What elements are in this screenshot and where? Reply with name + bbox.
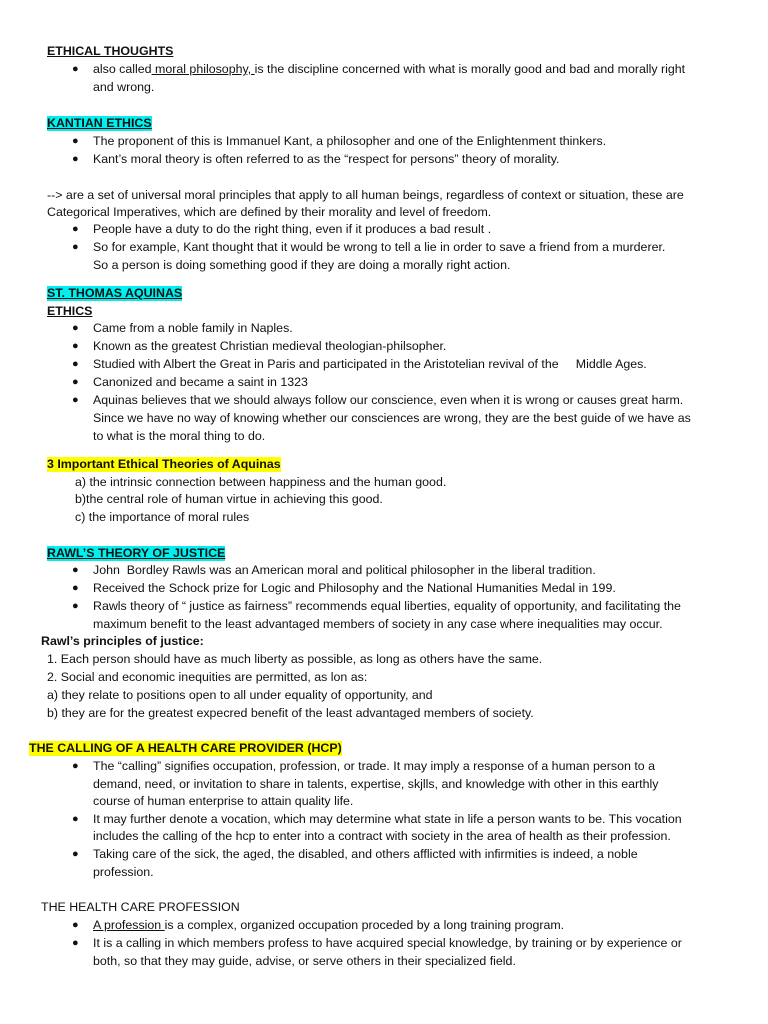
aquinas-theory-a: a) the intrinsic connection between happiness and the human good.	[75, 475, 447, 489]
bullet-icon: ●	[72, 63, 79, 75]
rawls-principles-heading: Rawl’s principles of justice:	[41, 634, 204, 648]
bullet-icon: ●	[72, 322, 79, 334]
heading-ethical-thoughts: ETHICAL THOUGHTS	[47, 44, 174, 58]
bullet-icon: ●	[72, 848, 79, 860]
ethical-thoughts-bullet-1	[93, 62, 685, 77]
rawls-principle-1: 1. Each person should have as much liberty as possible, as long as others have the same.	[47, 652, 543, 666]
aquinas-bullet-3: Studied with Albert the Great in Paris and participated in the Aristotelian revival of the Middle Ages.	[93, 357, 647, 371]
hcp-bullet-1-cont-1: demand, need, or invitation to share in talents, expertise, skjlls, and knowledge with other in this earthly	[93, 777, 659, 791]
profession-bullet-2: It is a calling in which members profess to have acquired special knowledge, by training or by experience or	[93, 936, 682, 950]
aquinas-bullet-2: Known as the greatest Christian medieval theologian-philsopher.	[93, 339, 447, 353]
bullet-icon: ●	[72, 937, 79, 949]
heading-aquinas: ST. THOMAS AQUINAS	[47, 286, 183, 300]
aquinas-bullet-1: Came from a noble family in Naples.	[93, 321, 293, 335]
hcp-bullet-2-cont: includes the calling of the hcp to enter into a contract with society in the area of health as their profession.	[93, 829, 671, 843]
bullet-icon: ●	[72, 153, 79, 165]
rawls-principle-2: 2. Social and economic inequities are permitted, as lon as:	[47, 670, 368, 684]
kantian-paragraph-1: --> are a set of universal moral principles that apply to all human beings, regardless of context or situation, these are	[47, 188, 684, 202]
hcp-bullet-2: It may further denote a vocation, which may determine what state in life a person wants to be. This vocation	[93, 812, 682, 826]
text-profession-definition: is a complex, organized occupation proceded by a long training program.	[164, 918, 565, 932]
kantian-bullet-4-cont: So a person is doing something good if they are doing a morally right action.	[93, 258, 511, 272]
heading-hcp: THE CALLING OF A HEALTH CARE PROVIDER (HCP)	[29, 741, 342, 755]
aquinas-theory-b: b)the central role of human virtue in achieving this good.	[75, 492, 383, 506]
rawls-bullet-3: Rawls theory of “ justice as fairness” recommends equal liberties, equality of opportunity, and facilitating the	[93, 599, 681, 613]
aquinas-bullet-5-cont-1: Since we have no way of knowing whether our consciences are wrong, they are the best guide of we have as	[93, 411, 691, 425]
aquinas-bullet-5: Aquinas believes that we should always follow our conscience, even when it is wrong or causes great harm.	[93, 393, 684, 407]
hcp-bullet-3-cont: profession.	[93, 865, 154, 879]
bullet-icon: ●	[72, 340, 79, 352]
heading-rawls: RAWL’S THEORY OF JUSTICE	[47, 546, 226, 560]
kantian-bullet-4: So for example, Kant thought that it would be wrong to tell a lie in order to save a friend from a murderer.	[93, 240, 666, 254]
ethical-thoughts-bullet-1-cont: and wrong.	[93, 80, 155, 94]
hcp-bullet-1: The “calling” signifies occupation, profession, or trade. It may imply a response of a human person to a	[93, 759, 655, 773]
heading-health-care-profession: THE HEALTH CARE PROFESSION	[41, 900, 240, 914]
kantian-bullet-1: The proponent of this is Immanuel Kant, a philosopher and one of the Enlightenment thinkers.	[93, 134, 607, 148]
bullet-icon: ●	[72, 394, 79, 406]
bullet-icon: ●	[72, 600, 79, 612]
bullet-icon: ●	[72, 241, 79, 253]
bullet-icon: ●	[72, 919, 79, 931]
bullet-icon: ●	[72, 358, 79, 370]
bullet-icon: ●	[72, 582, 79, 594]
rawls-bullet-1: John Bordley Rawls was an American moral and political philosopher in the liberal tradition.	[93, 563, 596, 577]
profession-bullet-2-cont: both, so that they may guide, advise, or serve others in their specialized field.	[93, 954, 516, 968]
heading-kantian-ethics: KANTIAN ETHICS	[47, 116, 152, 130]
profession-bullet-1	[93, 918, 564, 933]
kantian-paragraph-2: Categorical Imperatives, which are defined by their morality and level of freedom.	[47, 205, 492, 219]
rawls-bullet-3-cont: maximum benefit to the least advantaged members of society in any case where inequalities may occur.	[93, 617, 663, 631]
aquinas-bullet-4: Canonized and became a saint in 1323	[93, 375, 308, 389]
text-moral-philosophy: moral philosophy,	[151, 62, 255, 76]
bullet-icon: ●	[72, 813, 79, 825]
hcp-bullet-1-cont-2: course of human enterprise to attain quality life.	[93, 794, 354, 808]
text-also-called: also called	[93, 62, 152, 76]
subheading-ethics: ETHICS	[47, 304, 93, 318]
bullet-icon: ●	[72, 135, 79, 147]
aquinas-theory-c: c) the importance of moral rules	[75, 510, 250, 524]
aquinas-bullet-5-cont-2: to what is the moral thing to do.	[93, 429, 266, 443]
bullet-icon: ●	[72, 760, 79, 772]
bullet-icon: ●	[72, 223, 79, 235]
text-a-profession: A profession	[93, 918, 165, 932]
heading-aquinas-theories: 3 Important Ethical Theories of Aquinas	[47, 457, 281, 471]
kantian-bullet-3: People have a duty to do the right thing, even if it produces a bad result .	[93, 222, 492, 236]
bullet-icon: ●	[72, 564, 79, 576]
bullet-icon: ●	[72, 376, 79, 388]
rawls-principle-b: b) they are for the greatest expecred benefit of the least advantaged members of society.	[47, 706, 534, 720]
text-definition: is the discipline concerned with what is morally good and bad and morally right	[254, 62, 686, 76]
rawls-principle-a: a) they relate to positions open to all under equality of opportunity, and	[47, 688, 433, 702]
kantian-bullet-2: Kant’s moral theory is often referred to as the “respect for persons” theory of morality.	[93, 152, 560, 166]
hcp-bullet-3: Taking care of the sick, the aged, the disabled, and others afflicted with infirmities is indeed, a noble	[93, 847, 638, 861]
rawls-bullet-2: Received the Schock prize for Logic and Philosophy and the National Humanities Medal in 199.	[93, 581, 616, 595]
